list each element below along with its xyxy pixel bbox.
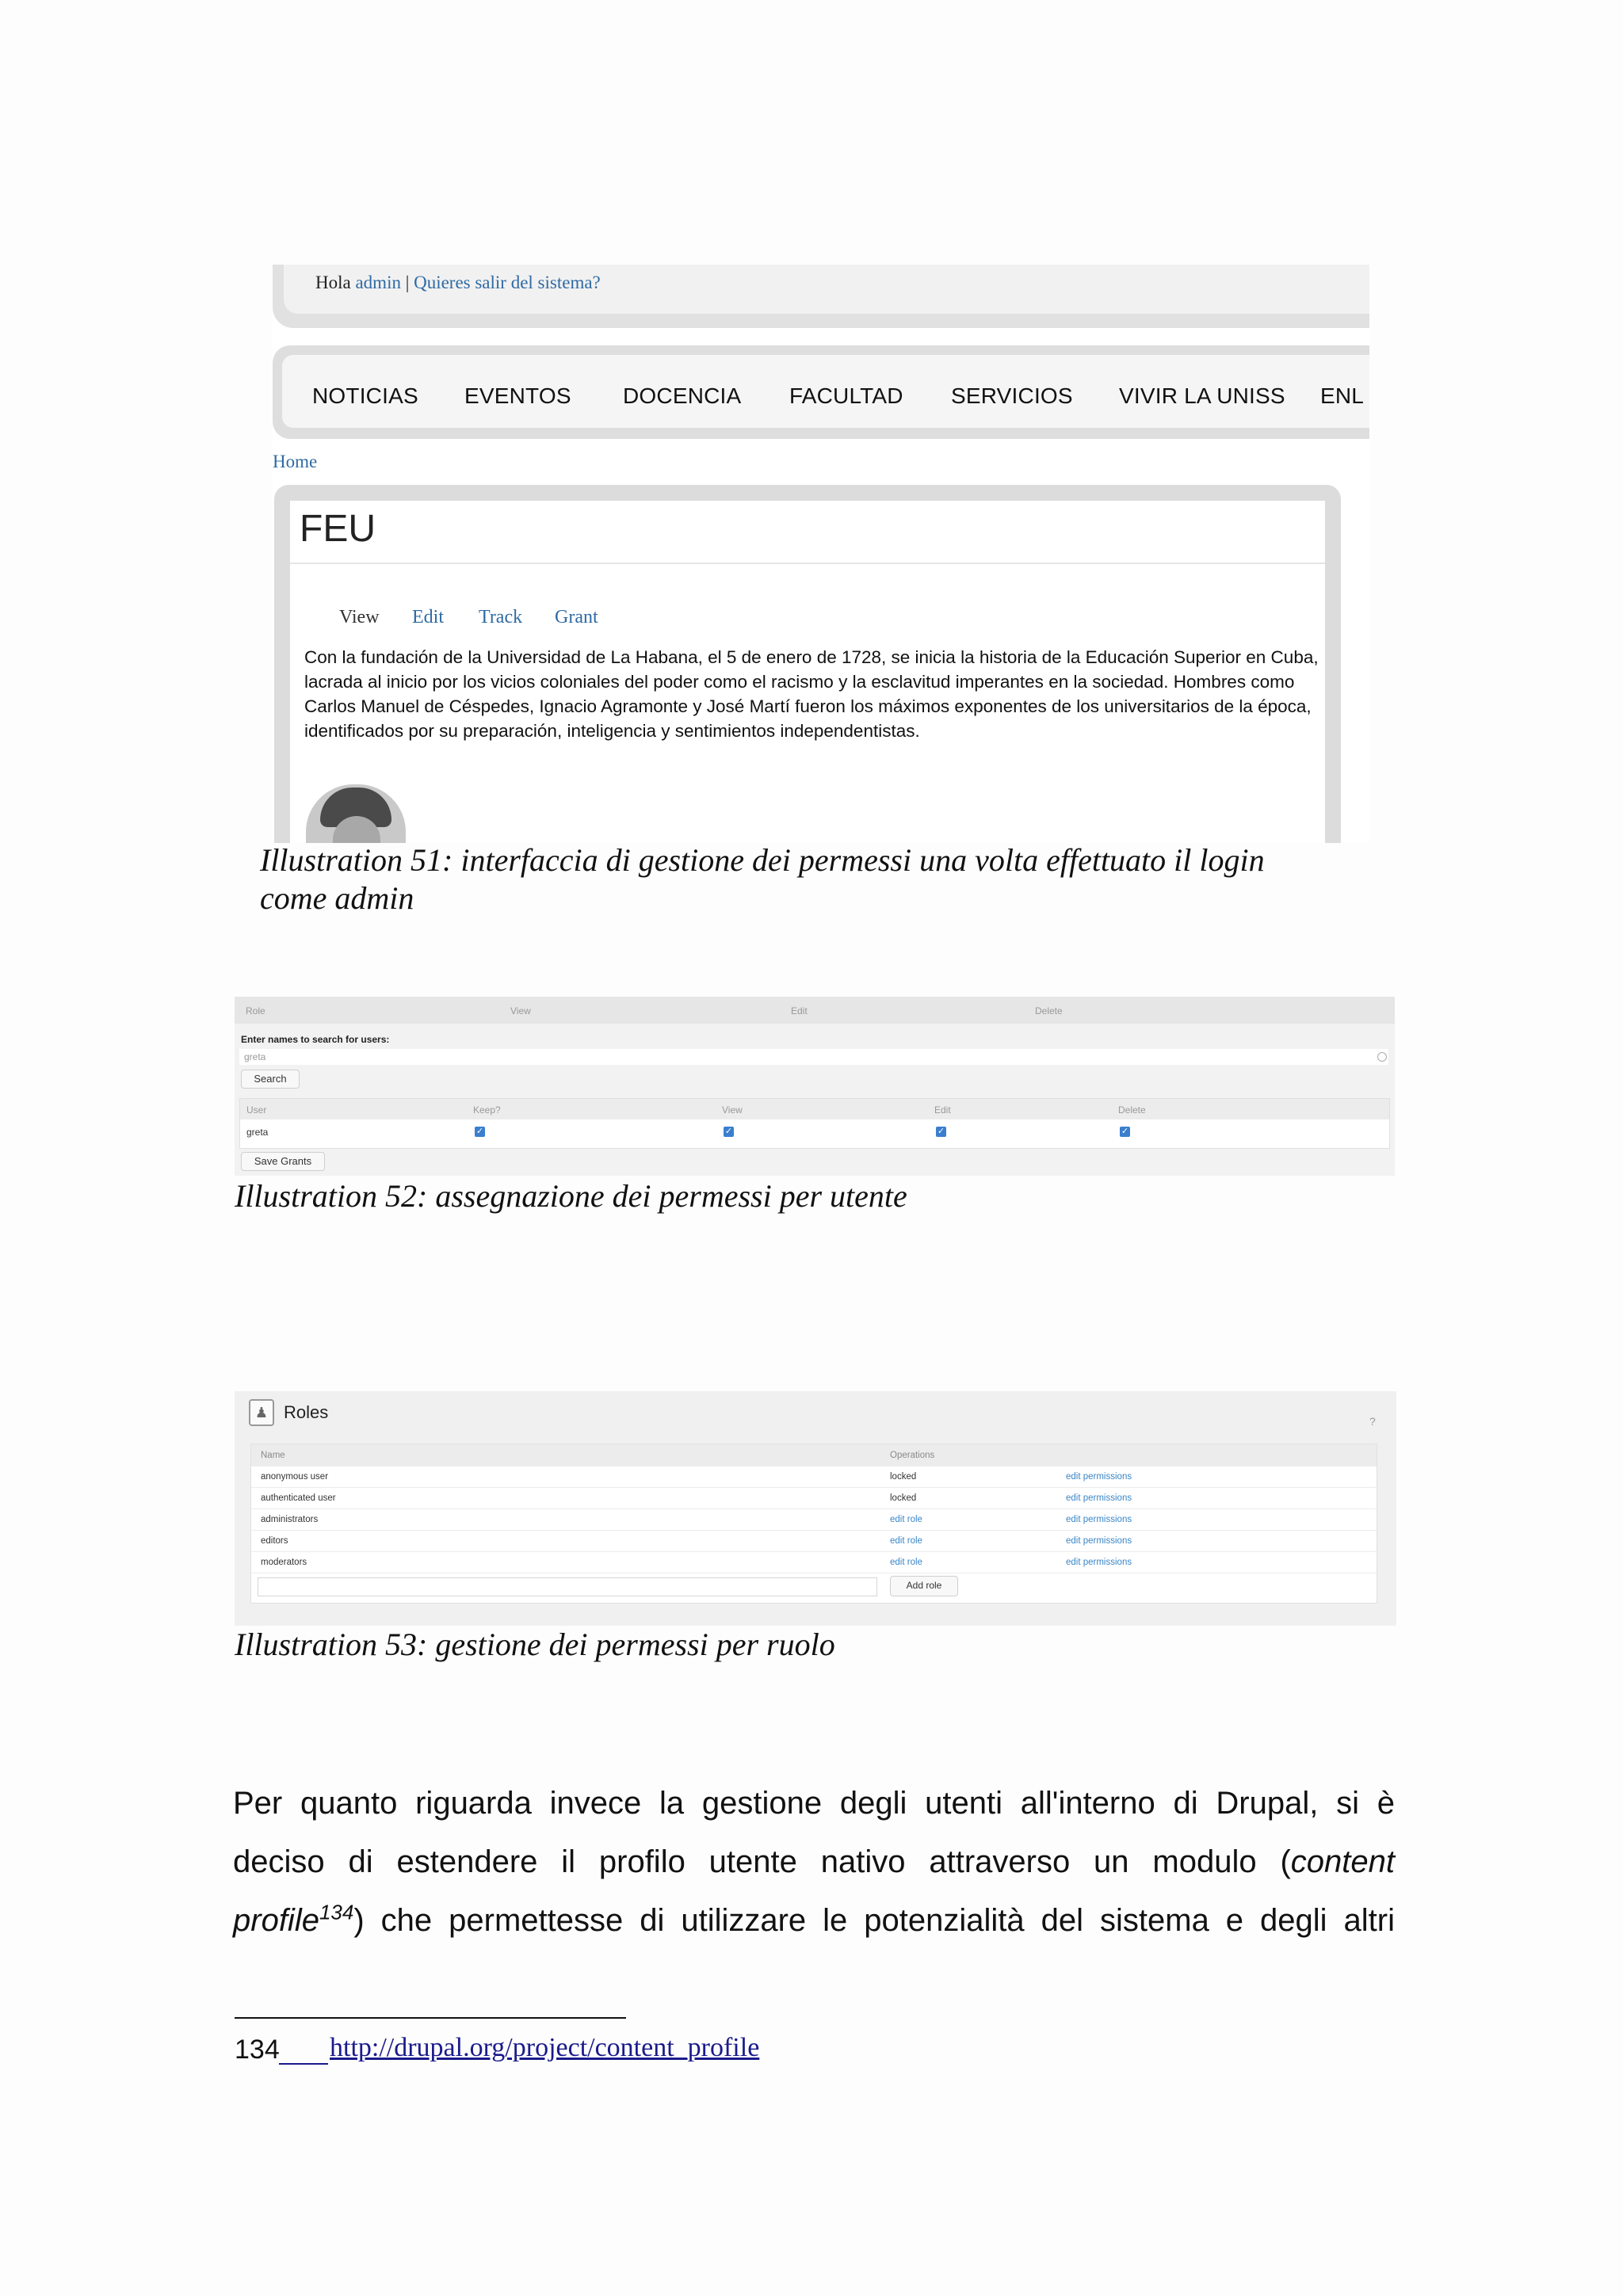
admin-link[interactable]: admin — [355, 273, 401, 292]
footnote-link[interactable]: http://drupal.org/project/content_profile — [330, 2033, 760, 2062]
screenshot-grant-permissions — [235, 997, 1395, 1176]
edit-permissions-link[interactable]: edit permissions — [1066, 1515, 1132, 1524]
body-line-1: Per quanto riguarda invece la gestione degli utenti all'interno di Drupal, si è — [233, 1786, 1395, 1821]
nav-item-facultad[interactable]: FACULTAD — [789, 383, 903, 408]
nav-item-noticias[interactable]: NOTICIAS — [312, 383, 418, 408]
caption-illustration-51-line1: Illustration 51: interfaccia di gestione dei permessi una volta effettuato il login — [260, 842, 1265, 878]
footnote-link-underline — [279, 2031, 328, 2065]
edit-role-link[interactable]: edit role — [890, 1558, 922, 1567]
edit-permissions-link[interactable]: edit permissions — [1066, 1472, 1132, 1482]
header-delete: Delete — [1118, 1104, 1146, 1116]
save-grants-button[interactable]: Save Grants — [241, 1152, 325, 1171]
role-name: editors — [261, 1536, 288, 1546]
search-label: Enter names to search for users: — [241, 1034, 390, 1045]
divider — [290, 563, 1325, 564]
tab-track[interactable]: Track — [479, 607, 523, 627]
role-status: locked — [890, 1472, 917, 1482]
edit-permissions-link[interactable]: edit permissions — [1066, 1558, 1132, 1567]
roles-title: Roles — [284, 1402, 329, 1422]
role-name: anonymous user — [261, 1472, 329, 1482]
edit-role-link[interactable]: edit role — [890, 1536, 922, 1546]
nav-item-vivir-la-uniss[interactable]: VIVIR LA UNISS — [1119, 383, 1285, 408]
tab-grant[interactable]: Grant — [555, 607, 598, 627]
user-bar — [273, 265, 1369, 328]
page-title: FEU — [300, 508, 376, 550]
role-name: moderators — [261, 1558, 307, 1567]
search-button[interactable]: Search — [241, 1070, 300, 1089]
main-nav — [273, 345, 1369, 439]
table-row — [251, 1551, 1377, 1573]
tab-edit[interactable]: Edit — [412, 607, 444, 627]
table-row — [251, 1487, 1377, 1509]
table-row — [251, 1466, 1377, 1488]
header-user: User — [246, 1104, 267, 1116]
user-name: greta — [246, 1127, 269, 1138]
caption-illustration-51-line2: come admin — [260, 880, 414, 916]
nav-item-enl[interactable]: ENL — [1320, 383, 1365, 408]
header-view: View — [722, 1104, 743, 1116]
header-view: View — [510, 1005, 531, 1016]
nav-item-docencia[interactable]: DOCENCIA — [623, 383, 742, 408]
body-line-3: profile$^{134}$) che permettesse di utilizzare le potenzialità del sistema e degli altri — [233, 1900, 1395, 1938]
header-role: Role — [246, 1005, 265, 1016]
content-panel — [274, 485, 1341, 843]
breadcrumb-home[interactable]: Home — [273, 452, 318, 471]
edit-permissions-link[interactable]: edit permissions — [1066, 1536, 1132, 1546]
grants-header-row — [240, 1099, 1389, 1119]
roles-table — [250, 1444, 1377, 1604]
add-role-button[interactable]: Add role — [890, 1576, 958, 1596]
footnote-rule — [235, 2017, 626, 2019]
body-line-2: deciso di estendere il profilo utente nativo attraverso un modulo (content — [233, 1844, 1395, 1879]
view-checkbox[interactable]: ✓ — [724, 1127, 733, 1136]
caption-illustration-53: Illustration 53: gestione dei permessi per ruolo — [235, 1627, 835, 1662]
header-edit: Edit — [934, 1104, 951, 1116]
user-search-input[interactable]: greta — [239, 1049, 1388, 1065]
edit-permissions-link[interactable]: edit permissions — [1066, 1493, 1132, 1503]
table-row — [240, 1119, 1389, 1145]
roles-header-row — [251, 1444, 1377, 1466]
table-row — [251, 1530, 1377, 1552]
header-operations: Operations — [890, 1451, 935, 1460]
footnote-number: 134 — [235, 2035, 280, 2065]
role-status: locked — [890, 1493, 917, 1503]
screenshot-feu-page — [273, 265, 1369, 843]
logout-link[interactable]: Quieres salir del sistema? — [414, 273, 601, 292]
header-keep: Keep? — [473, 1104, 501, 1116]
delete-checkbox[interactable]: ✓ — [1121, 1127, 1129, 1136]
role-name: administrators — [261, 1515, 319, 1524]
screenshot-roles — [235, 1391, 1396, 1626]
tab-view[interactable]: View — [339, 607, 380, 627]
caption-illustration-52: Illustration 52: assegnazione dei permessi per utente — [235, 1178, 907, 1214]
footnote-ref[interactable]: 134 — [319, 1900, 354, 1924]
article-text: Con la fundación de la Universidad de La Habana, el 5 de enero de 1728, se inicia la historia de la Educación Superior en Cuba, lacrada al inicio por los vicios coloniales del poder como el racismo y la esclavitud imperantes en la sociedad. Hombres como Carlos Manuel de Céspedes, Ignacio Agramonte y José Martí fueron los máximos exponentes de los universitarios de la época, identificados por su preparación, inteligencia y sentimientos independentistas. — [304, 647, 1319, 741]
help-icon[interactable]: ? — [1369, 1415, 1376, 1428]
nav-item-servicios[interactable]: SERVICIOS — [951, 383, 1073, 408]
header-name: Name — [261, 1451, 285, 1460]
role-name: authenticated user — [261, 1493, 336, 1503]
roles-icon: ♟ — [249, 1399, 274, 1426]
edit-checkbox[interactable]: ✓ — [937, 1127, 945, 1136]
table-row — [251, 1508, 1377, 1531]
grants-table — [239, 1098, 1390, 1149]
portrait-image — [306, 784, 406, 843]
header-delete: Delete — [1035, 1005, 1063, 1016]
autocomplete-throbber-icon — [1377, 1052, 1387, 1062]
nav-item-eventos[interactable]: EVENTOS — [464, 383, 571, 408]
new-role-input[interactable] — [258, 1577, 877, 1596]
role-header-row — [235, 997, 1395, 1024]
header-edit: Edit — [791, 1005, 808, 1016]
greeting: Hola admin | Quieres salir del sistema? — [315, 273, 601, 292]
keep-checkbox[interactable]: ✓ — [475, 1127, 484, 1136]
edit-role-link[interactable]: edit role — [890, 1515, 922, 1524]
